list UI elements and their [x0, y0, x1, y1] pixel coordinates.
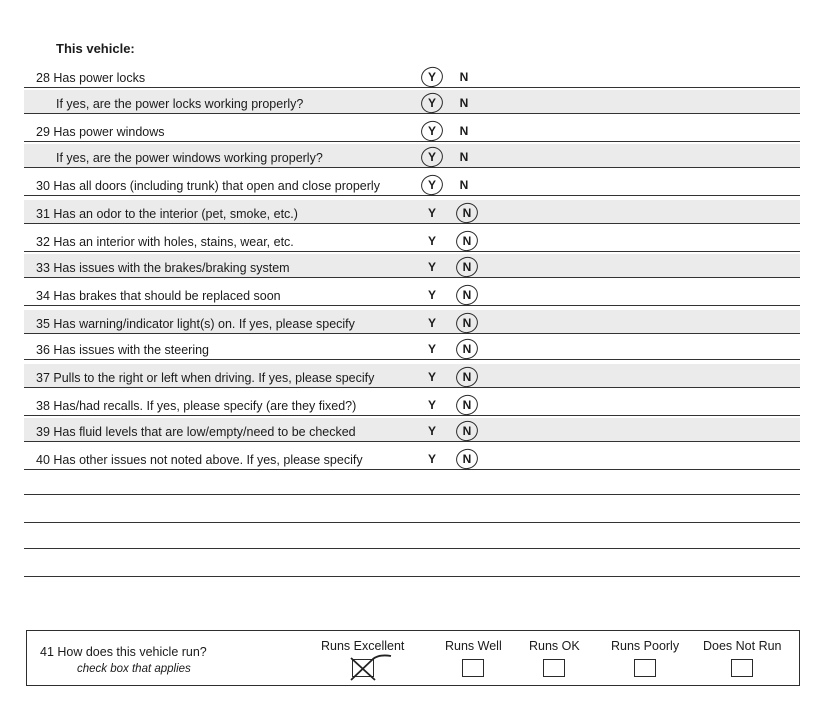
run-option-checkbox[interactable]: [543, 659, 565, 677]
row-rule: [24, 415, 800, 416]
yes-option[interactable]: Y: [427, 96, 436, 110]
row-rule: [24, 277, 800, 278]
row-rule: [24, 359, 800, 360]
yes-option[interactable]: Y: [427, 452, 436, 466]
row-rule: [24, 141, 800, 142]
blank-line: [24, 576, 800, 577]
no-option[interactable]: N: [459, 150, 469, 164]
question-row: [24, 200, 800, 224]
yes-option[interactable]: Y: [427, 288, 436, 302]
run-option-label: Runs OK: [529, 639, 580, 653]
run-option[interactable]: [703, 639, 782, 682]
run-option-checkbox[interactable]: [462, 659, 484, 677]
no-option[interactable]: N: [462, 260, 472, 274]
run-option-checkbox[interactable]: [634, 659, 656, 677]
question-row: [24, 282, 800, 306]
run-condition-box: [26, 630, 800, 686]
blank-line: [24, 522, 800, 523]
question-text: If yes, are the power locks working properly?: [56, 97, 304, 111]
question-row: [24, 228, 800, 252]
row-rule: [24, 223, 800, 224]
row-rule: [24, 469, 800, 470]
question-row: [24, 144, 800, 168]
question-text: 39 Has fluid levels that are low/empty/need to be checked: [36, 425, 356, 439]
question-row: [24, 336, 800, 360]
question-row: [24, 392, 800, 416]
question-text: 30 Has all doors (including trunk) that open and close properly: [36, 179, 380, 193]
run-option-label: Runs Well: [445, 639, 502, 653]
yes-option[interactable]: Y: [427, 206, 436, 220]
yes-option[interactable]: Y: [427, 178, 436, 192]
row-rule: [24, 251, 800, 252]
no-option[interactable]: N: [462, 206, 472, 220]
run-option-label: Runs Excellent: [321, 639, 405, 653]
run-option-label: Runs Poorly: [611, 639, 680, 653]
no-option[interactable]: N: [462, 398, 472, 412]
question-row: [24, 418, 800, 442]
no-option[interactable]: N: [459, 70, 469, 84]
no-option[interactable]: N: [459, 96, 469, 110]
row-rule: [24, 113, 800, 114]
no-option[interactable]: N: [459, 124, 469, 138]
no-option[interactable]: N: [462, 316, 472, 330]
yes-option[interactable]: Y: [427, 424, 436, 438]
row-rule: [24, 167, 800, 168]
run-option-label: Does Not Run: [703, 639, 782, 653]
run-option-checkbox[interactable]: [352, 659, 374, 677]
yes-option[interactable]: Y: [427, 342, 436, 356]
run-hint: check box that applies: [77, 663, 191, 675]
question-text: If yes, are the power windows working properly?: [56, 151, 323, 165]
blank-line: [24, 494, 800, 495]
check-x-mark-icon: [345, 654, 393, 684]
yes-option[interactable]: Y: [427, 398, 436, 412]
question-text: 31 Has an odor to the interior (pet, smoke, etc.): [36, 207, 298, 221]
no-option[interactable]: N: [462, 234, 472, 248]
question-text: 29 Has power windows: [36, 125, 165, 139]
question-row: [24, 90, 800, 114]
no-option[interactable]: N: [462, 452, 472, 466]
question-row: [24, 64, 800, 88]
yes-option[interactable]: Y: [427, 234, 436, 248]
blank-line: [24, 548, 800, 549]
no-option[interactable]: N: [462, 370, 472, 384]
no-option[interactable]: N: [459, 178, 469, 192]
run-option-checkbox[interactable]: [731, 659, 753, 677]
question-text: 35 Has warning/indicator light(s) on. If yes, please specify: [36, 317, 355, 331]
run-option[interactable]: [529, 639, 580, 682]
yes-option[interactable]: Y: [427, 316, 436, 330]
question-text: 40 Has other issues not noted above. If yes, please specify: [36, 453, 363, 467]
run-question: 41 How does this vehicle run?: [40, 645, 207, 659]
question-row: [24, 364, 800, 388]
row-rule: [24, 387, 800, 388]
yes-option[interactable]: Y: [427, 260, 436, 274]
yes-option[interactable]: Y: [427, 150, 436, 164]
question-row: [24, 254, 800, 278]
question-text: 37 Pulls to the right or left when driving. If yes, please specify: [36, 371, 375, 385]
yes-option[interactable]: Y: [427, 370, 436, 384]
run-option[interactable]: [445, 639, 502, 682]
form-heading: This vehicle:: [56, 41, 135, 56]
yes-option[interactable]: Y: [427, 70, 436, 84]
run-option[interactable]: [321, 639, 404, 682]
question-row: [24, 310, 800, 334]
question-text: 33 Has issues with the brakes/braking system: [36, 261, 290, 275]
question-text: 36 Has issues with the steering: [36, 343, 210, 357]
question-text: 32 Has an interior with holes, stains, wear, etc.: [36, 235, 294, 249]
no-option[interactable]: N: [462, 288, 472, 302]
no-option[interactable]: N: [462, 424, 472, 438]
row-rule: [24, 305, 800, 306]
row-rule: [24, 333, 800, 334]
row-rule: [24, 87, 800, 88]
no-option[interactable]: N: [462, 342, 472, 356]
question-row: [24, 118, 800, 142]
question-row: [24, 172, 800, 196]
question-row: [24, 446, 800, 470]
question-text: 28 Has power locks: [36, 71, 146, 85]
yes-option[interactable]: Y: [427, 124, 436, 138]
row-rule: [24, 195, 800, 196]
question-text: 38 Has/had recalls. If yes, please specify (are they fixed?): [36, 399, 357, 413]
row-rule: [24, 441, 800, 442]
run-option[interactable]: [611, 639, 679, 682]
question-text: 34 Has brakes that should be replaced soon: [36, 289, 281, 303]
